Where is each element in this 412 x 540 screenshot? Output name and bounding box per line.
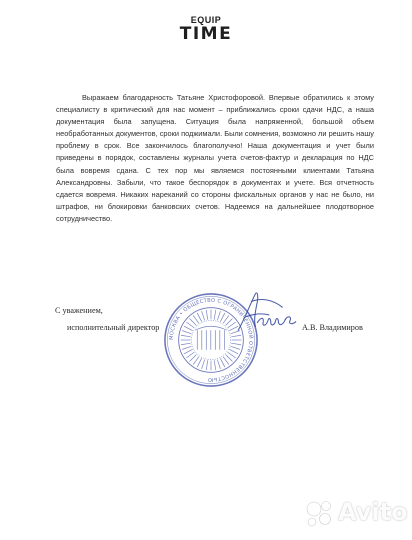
letter-closing: С уважением, xyxy=(55,306,103,315)
logo-main-text: TIME xyxy=(179,24,233,44)
signer-position: исполнительный директор xyxy=(67,323,160,332)
stamp-ring-text: МОСКВА • ОБЩЕСТВО С ОГРАНИЧЕННОЙ ОТВЕТСТВЕННОСТЬЮ xyxy=(168,297,254,383)
logo-top-text: EQUIP xyxy=(190,15,222,25)
handwritten-signature xyxy=(232,288,300,336)
letter-body: Выражаем благодарность Татьяне Христофоровой. Впервые обратились к этому специалисту в критический для нас момент – приближались сроки сдачи НДС, а наша документация была запущена. Ситуация была напряженной, большой объем необработанных документов, сроки поджимали. Были сомнения, возможно ли решить нашу проблему в срок. Все закончилось благополучно! Наша документация и учет были приведены в порядок, составлены журналы учета счетов-фактур и декларация по НДС была вовремя сдана. С тех пор мы являемся постоянными клиентами Татьяна Александровны. Забыли, что такое беспорядок в документах и учете. Вся отчетность сдается вовремя. Никаких нареканий со стороны фискальных органов у нас не было, ни штрафов, ни блокировки банковских счетов. Надеемся на дальнейшее плодотворное сотрудничество. xyxy=(56,93,374,223)
signer-name: А.В. Владимиров xyxy=(302,323,363,332)
watermark-text: Avito xyxy=(338,498,408,526)
company-logo xyxy=(0,15,412,44)
